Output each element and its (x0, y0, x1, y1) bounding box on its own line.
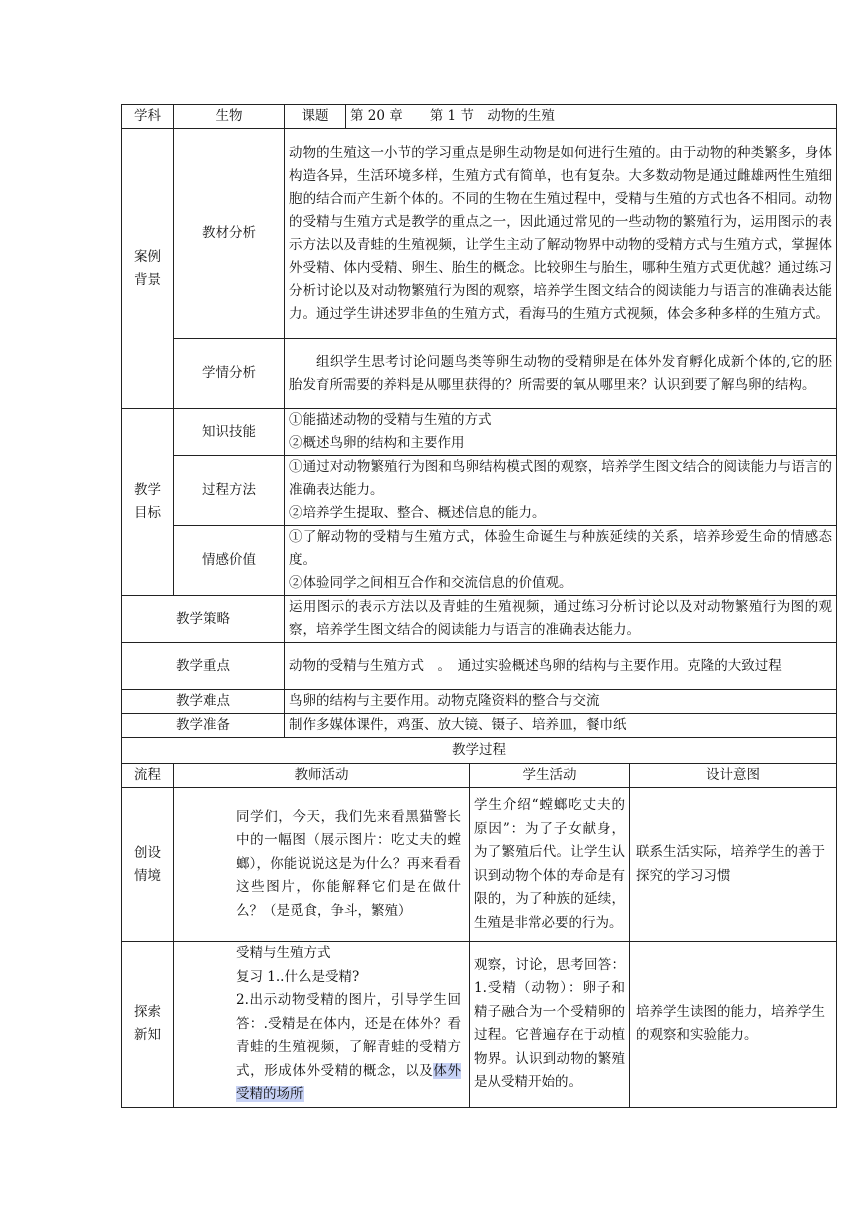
topic-label: 课题 (285, 105, 346, 129)
process-line-2: ②培养学生提取、整合、概述信息的能力。 (289, 505, 546, 521)
student-analysis-text: 组织学生思考讨论问题鸟类等卵生动物的受精卵是在体外发育孵化成新个体的,它的胚胎发育所需要的养料是从哪里获得的？所需要的氧从哪里来？认识到要了解鸟卵的结构。 (285, 339, 837, 409)
preparation-row (122, 714, 837, 738)
student-cell-1: 学生介绍“螳螂吃丈夫的原因”：为了子女献身，为了繁殖后代。让学生认识到动物个体的寿命是有限的，为了种族的延续，生殖是非常必要的行为。 (470, 788, 630, 942)
design-header: 设计意图 (630, 764, 837, 788)
strategy-row (122, 596, 837, 643)
subject-value: 生物 (174, 105, 285, 129)
subject-label: 学科 (122, 105, 174, 129)
process-row-2 (122, 942, 837, 1108)
knowledge-line-2: ②概述鸟卵的结构和主要作用 (289, 435, 465, 451)
lesson-plan-page (121, 104, 832, 1108)
process-line-1: ①通过对动物繁殖行为图和鸟卵结构模式图的观察，培养学生图文结合的阅读能力与语言的准确表达能力。 (289, 459, 832, 498)
design-cell-2: 培养学生读图的能力，培养学生的观察和实验能力。 (630, 942, 837, 1108)
background-label: 案例背景 (122, 129, 174, 409)
teacher-line-1: 受精与生殖方式 (236, 945, 331, 961)
difficulty-label: 教学难点 (122, 690, 285, 714)
topic-value: 第 20 章 第 1 节 动物的生殖 (346, 105, 837, 129)
goals-label: 教学目标 (122, 409, 174, 596)
textbook-analysis-row (122, 129, 837, 339)
process-row-1 (122, 788, 837, 942)
knowledge-text (285, 409, 837, 456)
strategy-text: 运用图示的表示方法以及青蛙的生殖视频，通过练习分析讨论以及对动物繁殖行为图的观察，培养学生图文结合的阅读能力与语言的准确表达能力。 (285, 596, 837, 643)
difficulty-text: 鸟卵的结构与主要作用。动物克隆资料的整合与交流 (285, 690, 837, 714)
difficulty-row (122, 690, 837, 714)
student-analysis-row (122, 339, 837, 409)
teacher-cell-2 (174, 942, 470, 1108)
process-title: 教学过程 (122, 738, 837, 764)
emotion-line-2: ②体验同学之间相互合作和交流信息的价值观。 (289, 575, 573, 591)
emotion-text (285, 526, 837, 596)
flow-header: 流程 (122, 764, 174, 788)
process-method-label: 过程方法 (174, 456, 285, 526)
focus-row (122, 643, 837, 690)
student-cell-2: 观察，讨论，思考回答：1.受精（动物）：卵子和精子融合为一个受精卵的过程。它普遍存在于动植物界。认识到动物的繁殖是从受精开始的。 (470, 942, 630, 1108)
knowledge-row (122, 409, 837, 456)
process-method-text (285, 456, 837, 526)
header-row (122, 105, 837, 129)
preparation-text: 制作多媒体课件，鸡蛋、放大镜、镊子、培养皿，餐巾纸 (285, 714, 837, 738)
teacher-header: 教师活动 (174, 764, 470, 788)
preparation-label: 教学准备 (122, 714, 285, 738)
process-header-row (122, 764, 837, 788)
flow-cell-1: 创设情境 (122, 788, 174, 942)
knowledge-line-1: ①能描述动物的受精与生殖的方式 (289, 412, 492, 428)
emotion-line-1: ①了解动物的受精与生殖方式，体验生命诞生与种族延续的关系，培养珍爱生命的情感态度。 (289, 529, 832, 568)
strategy-label: 教学策略 (122, 596, 285, 643)
teacher-line-3 (236, 989, 461, 1107)
teacher-line-2: 复习 1..什么是受精? (236, 968, 360, 985)
highlighted-text: 体外受精的场所 (236, 1062, 462, 1102)
textbook-analysis-text: 动物的生殖这一小节的学习重点是卵生动物是如何进行生殖的。由于动物的种类繁多，身体构造各异，生活环境多样，生殖方式有简单，也有复杂。大多数动物是通过雌雄两性生殖细胞的结合而产生新个体的。不同的生物在生殖过程中，受精与生殖的方式也各不相同。动物的受精与生殖方式是教学的重点之一，因此通过常见的一些动物的繁殖行为，运用图示的表示方法以及青蛙的生殖视频，让学生主动了解动物界中动物的受精方式与生殖方式，掌握体外受精、体内受精、卵生、胎生的概念。比较卵生与胎生，哪种生殖方式更优越？通过练习分析讨论以及对动物繁殖行为图的观察，培养学生图文结合的阅读能力与语言的准确表达能力。通过学生讲述罗非鱼的生殖方式，看海马的生殖方式视频，体会多种多样的生殖方式。 (285, 129, 837, 339)
lesson-plan-table (121, 104, 837, 1108)
teacher-cell-1: 同学们，今天，我们先来看黑猫警长中的一幅图（展示图片：吃丈夫的螳螂），你能说说这是为什么？再来看看这些图片，你能解释它们是在做什么？（是觅食，争斗，繁殖） (174, 788, 470, 942)
process-title-row (122, 738, 837, 764)
student-header: 学生活动 (470, 764, 630, 788)
knowledge-label: 知识技能 (174, 409, 285, 456)
focus-label: 教学重点 (122, 643, 285, 690)
flow-cell-2: 探索新知 (122, 942, 174, 1108)
design-cell-1: 联系生活实际，培养学生的善于探究的学习习惯 (630, 788, 837, 942)
textbook-analysis-label: 教材分析 (174, 129, 285, 339)
student-analysis-label: 学情分析 (174, 339, 285, 409)
emotion-label: 情感价值 (174, 526, 285, 596)
focus-text: 动物的受精与生殖方式 。 通过实验概述鸟卵的结构与主要作用。克隆的大致过程 (285, 643, 837, 690)
process-method-row (122, 456, 837, 526)
teacher-line-3-text: 2.出示动物受精的图片，引导学生回答：.受精是在体内，还是在体外？看青蛙的生殖视频，了解青蛙的受精方式，形成体外受精的概念，以及 (236, 992, 461, 1079)
emotion-row (122, 526, 837, 596)
